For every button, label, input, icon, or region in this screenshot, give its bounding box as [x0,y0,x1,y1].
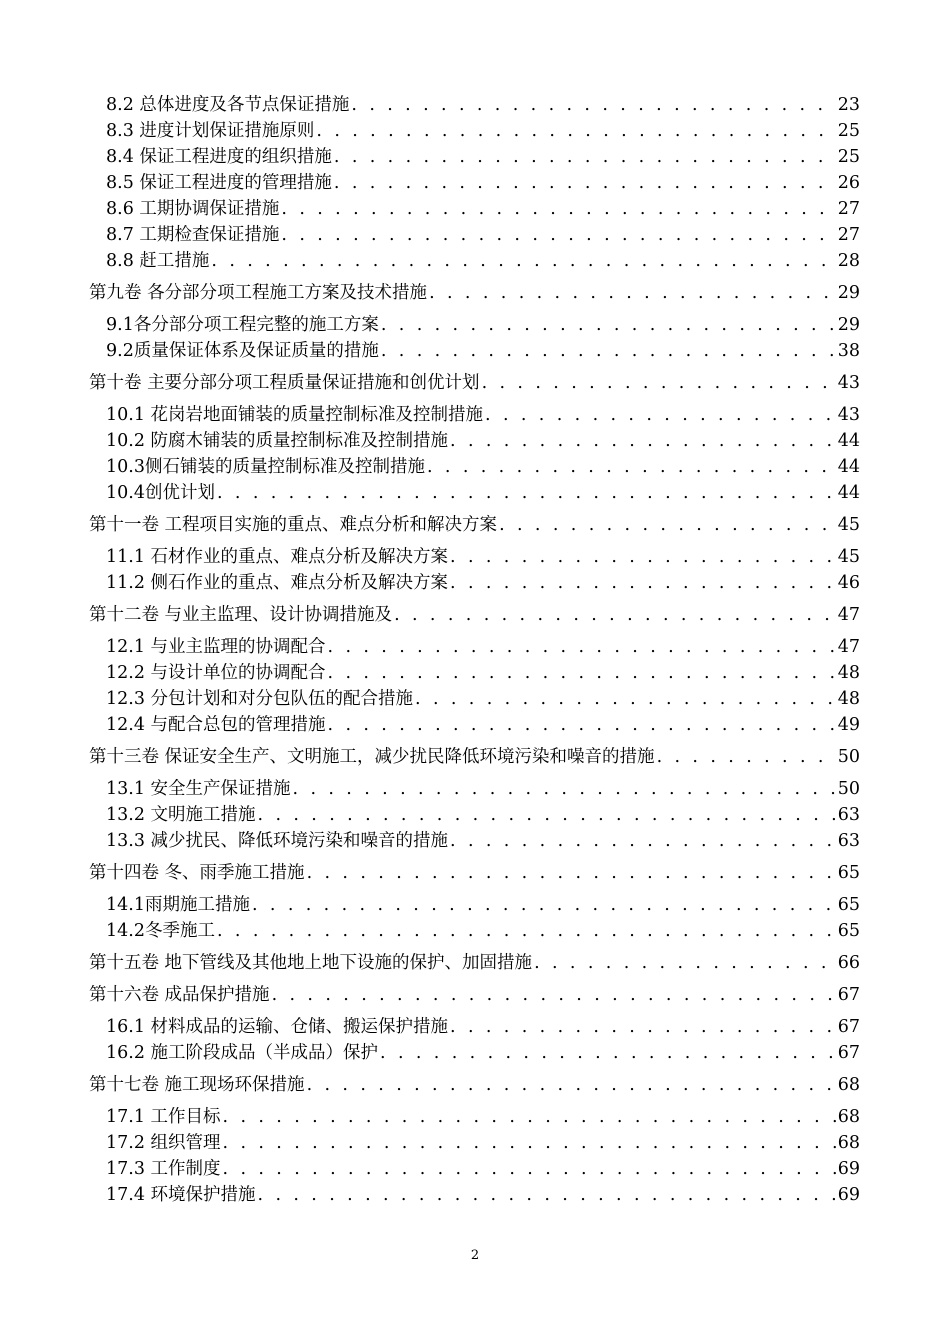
toc-entry-label: 第十卷 主要分部分项工程质量保证措施和创优计划 [89,373,480,393]
toc-entry-label: 12.1 与业主监理的协调配合 [106,637,326,657]
toc-entry-label: 13.2 文明施工措施 [106,805,256,825]
toc-entry-page-number: 26 [837,173,860,193]
toc-entry-page-number: 25 [837,147,860,167]
toc-entry-label: 17.1 工作目标 [106,1107,221,1127]
toc-dot-leader [316,118,835,144]
toc-dot-leader [450,544,836,570]
toc-chapter-entry [89,950,860,976]
toc-entry-page-number: 67 [837,1017,860,1037]
toc-entry-page-number: 43 [837,405,860,425]
toc-entry-page-number: 45 [837,547,860,567]
toc-dot-leader [217,480,836,506]
table-of-contents [89,92,860,1208]
toc-dot-leader [381,312,836,338]
toc-entry-label: 第十二卷 与业主监理、设计协调措施及 [89,605,393,625]
toc-section-entry [89,1130,860,1156]
toc-entry-label: 第十六卷 成品保护措施 [89,985,270,1005]
toc-chapter-entry [89,370,860,396]
toc-entry-page-number: 27 [837,225,860,245]
toc-dot-leader [328,712,836,738]
toc-entry-label: 14.1雨期施工措施 [106,895,250,915]
toc-entry-label: 17.3 工作制度 [106,1159,221,1179]
toc-entry-label: 9.1各分部分项工程完整的施工方案 [106,315,379,335]
toc-entry-page-number: 48 [837,663,860,683]
toc-entry-label: 10.3侧石铺装的质量控制标准及控制措施 [106,457,425,477]
toc-entry-page-number: 68 [837,1133,860,1153]
toc-chapter-entry [89,512,860,538]
toc-entry-page-number: 28 [837,251,860,271]
toc-entry-label: 11.2 侧石作业的重点、难点分析及解决方案 [106,573,449,593]
toc-entry-page-number: 67 [837,1043,860,1063]
toc-dot-leader [415,686,836,712]
toc-dot-leader [450,828,836,854]
toc-entry-label: 13.3 减少扰民、降低环境污染和噪音的措施 [106,831,449,851]
toc-dot-leader [328,660,836,686]
toc-entry-page-number: 50 [837,779,860,799]
toc-section-entry [89,196,860,222]
toc-section-entry [89,570,860,596]
toc-section-entry [89,828,860,854]
toc-dot-leader [380,1040,836,1066]
toc-entry-page-number: 65 [837,863,860,883]
toc-entry-label: 16.1 材料成品的运输、仓储、搬运保护措施 [106,1017,449,1037]
toc-section-entry [89,338,860,364]
toc-entry-page-number: 69 [837,1185,860,1205]
toc-dot-leader [334,170,836,196]
toc-entry-label: 8.7 工期检查保证措施 [106,225,280,245]
toc-section-entry [89,686,860,712]
toc-entry-page-number: 38 [837,341,860,361]
toc-dot-leader [429,280,836,306]
toc-chapter-entry [89,860,860,886]
toc-entry-page-number: 65 [837,921,860,941]
toc-entry-label: 10.4创优计划 [106,483,215,503]
toc-section-entry [89,802,860,828]
toc-section-entry [89,634,860,660]
toc-chapter-entry [89,1072,860,1098]
toc-chapter-entry [89,982,860,1008]
toc-entry-label: 第十七卷 施工现场环保措施 [89,1075,305,1095]
toc-entry-page-number: 46 [837,573,860,593]
toc-entry-page-number: 69 [837,1159,860,1179]
toc-dot-leader [258,802,836,828]
toc-dot-leader [534,950,836,976]
toc-entry-page-number: 44 [837,483,860,503]
toc-dot-leader [211,248,835,274]
toc-section-entry [89,480,860,506]
toc-entry-page-number: 63 [837,805,860,825]
toc-entry-page-number: 68 [837,1075,860,1095]
toc-dot-leader [223,1130,836,1156]
toc-entry-page-number: 44 [837,431,860,451]
toc-dot-leader [381,338,836,364]
toc-dot-leader [427,454,836,480]
toc-entry-label: 14.2冬季施工 [106,921,215,941]
toc-entry-label: 第十四卷 冬、雨季施工措施 [89,863,305,883]
toc-dot-leader [307,860,836,886]
toc-section-entry [89,118,860,144]
toc-entry-page-number: 63 [837,831,860,851]
toc-entry-page-number: 48 [837,689,860,709]
toc-section-entry [89,1040,860,1066]
toc-dot-leader [482,370,836,396]
toc-section-entry [89,312,860,338]
toc-section-entry [89,776,860,802]
toc-dot-leader [351,92,835,118]
toc-entry-label: 8.6 工期协调保证措施 [106,199,280,219]
toc-dot-leader [485,402,836,428]
toc-section-entry [89,1156,860,1182]
toc-entry-label: 8.2 总体进度及各节点保证措施 [106,95,350,115]
toc-dot-leader [272,982,836,1008]
toc-dot-leader [328,634,836,660]
toc-chapter-entry [89,602,860,628]
toc-dot-leader [450,428,836,454]
toc-dot-leader [394,602,836,628]
toc-dot-leader [293,776,836,802]
toc-entry-label: 第九卷 各分部分项工程施工方案及技术措施 [89,283,428,303]
toc-entry-page-number: 25 [837,121,860,141]
toc-section-entry [89,712,860,738]
toc-entry-page-number: 23 [837,95,860,115]
toc-entry-label: 16.2 施工阶段成品（半成品）保护 [106,1043,379,1063]
toc-entry-page-number: 47 [837,605,860,625]
toc-entry-label: 8.3 进度计划保证措施原则 [106,121,315,141]
toc-entry-label: 9.2质量保证体系及保证质量的措施 [106,341,379,361]
toc-dot-leader [223,1104,836,1130]
toc-section-entry [89,144,860,170]
toc-section-entry [89,544,860,570]
toc-dot-leader [334,144,836,170]
toc-entry-page-number: 29 [837,283,860,303]
toc-dot-leader [281,196,835,222]
toc-dot-leader [281,222,835,248]
toc-entry-label: 第十五卷 地下管线及其他地上地下设施的保护、加固措施 [89,953,533,973]
toc-dot-leader [450,570,836,596]
toc-entry-label: 12.2 与设计单位的协调配合 [106,663,326,683]
page-number: 2 [470,1248,480,1263]
toc-dot-leader [252,892,836,918]
toc-section-entry [89,454,860,480]
toc-entry-label: 17.2 组织管理 [106,1133,221,1153]
toc-entry-label: 8.8 赶工措施 [106,251,210,271]
toc-entry-label: 8.4 保证工程进度的组织措施 [106,147,332,167]
toc-dot-leader [258,1182,836,1208]
toc-section-entry [89,1014,860,1040]
toc-chapter-entry [89,744,860,770]
toc-entry-page-number: 43 [837,373,860,393]
toc-entry-label: 第十一卷 工程项目实施的重点、难点分析和解决方案 [89,515,498,535]
toc-section-entry [89,660,860,686]
toc-entry-label: 12.4 与配合总包的管理措施 [106,715,326,735]
toc-section-entry [89,402,860,428]
toc-entry-page-number: 67 [837,985,860,1005]
toc-entry-page-number: 47 [837,637,860,657]
toc-entry-label: 8.5 保证工程进度的管理措施 [106,173,332,193]
toc-dot-leader [307,1072,836,1098]
toc-entry-page-number: 50 [837,747,860,767]
toc-section-entry [89,248,860,274]
toc-entry-label: 13.1 安全生产保证措施 [106,779,291,799]
toc-section-entry [89,170,860,196]
toc-entry-page-number: 49 [837,715,860,735]
toc-dot-leader [217,918,836,944]
toc-entry-page-number: 44 [837,457,860,477]
toc-entry-page-number: 68 [837,1107,860,1127]
toc-entry-label: 17.4 环境保护措施 [106,1185,256,1205]
toc-entry-label: 第十三卷 保证安全生产、文明施工，减少扰民降低环境污染和噪音的措施 [89,747,655,767]
toc-entry-page-number: 45 [837,515,860,535]
toc-section-entry [89,1104,860,1130]
toc-dot-leader [223,1156,836,1182]
toc-dot-leader [450,1014,836,1040]
toc-section-entry [89,892,860,918]
toc-entry-page-number: 65 [837,895,860,915]
toc-section-entry [89,1182,860,1208]
toc-entry-page-number: 66 [837,953,860,973]
toc-entry-label: 10.2 防腐木铺装的质量控制标准及控制措施 [106,431,449,451]
toc-entry-label: 12.3 分包计划和对分包队伍的配合措施 [106,689,414,709]
toc-entry-page-number: 27 [837,199,860,219]
toc-entry-label: 10.1 花岗岩地面铺装的质量控制标准及控制措施 [106,405,484,425]
toc-chapter-entry [89,280,860,306]
toc-section-entry [89,92,860,118]
toc-dot-leader [499,512,836,538]
toc-entry-page-number: 29 [837,315,860,335]
toc-section-entry [89,222,860,248]
toc-dot-leader [657,744,836,770]
toc-section-entry [89,428,860,454]
toc-entry-label: 11.1 石材作业的重点、难点分析及解决方案 [106,547,449,567]
toc-section-entry [89,918,860,944]
